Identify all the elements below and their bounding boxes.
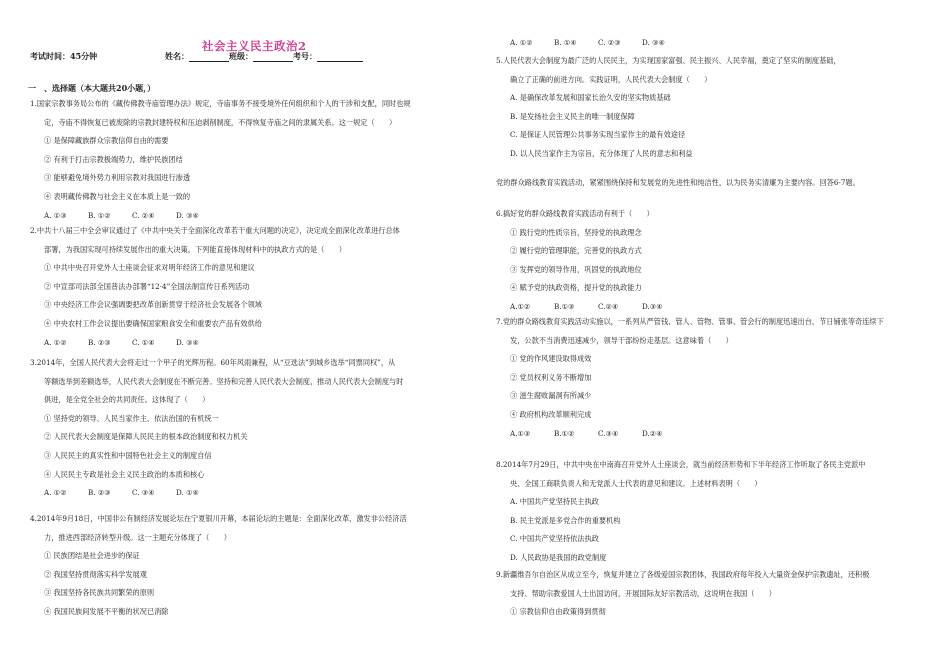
- exam-fields: [165, 51, 363, 62]
- question: [496, 317, 884, 439]
- answer-choices: [496, 429, 884, 439]
- option-item: ① 是保障藏族群众宗教信仰自由的需要: [44, 136, 169, 146]
- option-item: ④ 中央农村工作会议提出要确保国家粮食安全和重要农产品有效供给: [44, 318, 262, 328]
- answer-choice[interactable]: C. ②③: [598, 38, 621, 47]
- answer-choice[interactable]: D. ③④: [642, 38, 665, 47]
- question-text: 力，推进西部经济转型升级。这一主题充分体现了（ ）: [44, 532, 231, 542]
- answer-choices: [30, 488, 403, 498]
- option-item: ① 践行党的性质宗旨，坚持党的执政理念: [510, 227, 642, 237]
- answer-choice[interactable]: C.③④: [598, 428, 619, 438]
- question: [30, 514, 407, 626]
- class-blank[interactable]: [253, 53, 293, 62]
- question-text: 确立了正确的前进方向。实践证明，人民代表大会制度（ ）: [510, 74, 712, 84]
- option-item: B. 是发扬社会主义民主的唯一制度保障: [510, 111, 635, 121]
- question: [30, 226, 400, 348]
- answer-choice[interactable]: B. ①②: [88, 210, 111, 220]
- option-item: ② 人民代表大会制度是保障人民民主的根本政治制度和权力机关: [44, 432, 248, 442]
- name-blank[interactable]: [189, 53, 229, 62]
- question-text: 党的群众路线教育实践活动，紧紧围绕保持和发展党的先进性和纯洁性，以为民务实清廉为主要内容。回答6-7题。: [496, 178, 860, 187]
- answer-choices: [30, 338, 400, 348]
- question-text: 8.2014年7月29日，中共中央在中南海召开党外人士座谈会，就当前经济形势和下半年经济工作听取了各民主党派中: [496, 460, 866, 469]
- question: [496, 178, 860, 197]
- question-text: 发，公款不当消费迅速减少，领导干部纷纷走基层。这意味着（ ）: [510, 335, 733, 345]
- answer-choice[interactable]: B.①③: [554, 301, 575, 311]
- question-text: 9.新疆维吾尔自治区从成立至今，恢复并建立了各级爱国宗教团体，我国政府每年投入大量资金保护宗教遗址，还积极: [496, 570, 870, 579]
- option-item: ③ 人民民主的真实性和中国特色社会主义的制度自信: [44, 450, 212, 460]
- question-text: 1.国家宗教事务局公布的《藏传佛教寺庙管理办法》规定，寺庙事务不接受境外任何组织和个人的干涉和支配，同时也规: [30, 99, 411, 108]
- question-text: 3.2014年，全国人民代表大会将走过一个甲子的光辉历程。60年风雨兼程，从“豆选法”到城乡选举“同票同权”，从: [30, 358, 396, 367]
- option-item: ③ 能够避免境外势力利用宗教对我国进行渗透: [44, 173, 191, 183]
- option-item: ④ 政府机构改革顺利完成: [510, 409, 592, 419]
- answer-choice[interactable]: A. ①③: [44, 210, 67, 220]
- option-item: ① 民族团结是社会进步的保证: [44, 551, 140, 561]
- option-item: ④ 人民民主专政是社会主义民主政治的本质和核心: [44, 469, 205, 479]
- question-text: 支持、帮助宗教爱国人士出国访问，开展国际友好宗教活动，这说明在我国（ ）: [510, 588, 776, 598]
- option-item: C. 是保证人民管理公共事务实现当家作主的最有效途径: [510, 130, 686, 140]
- option-item: ① 宗教信仰自由政策得到贯彻: [510, 607, 606, 617]
- section-heading: 一 、选择题（本大题共20小题，）: [28, 83, 156, 93]
- answer-choices: [496, 38, 686, 48]
- question-text: 定，寺庙不得恢复已被废除的宗教封建特权和压迫剥削制度，不得恢复寺庙之间的隶属关系。这一规定（ ）: [44, 117, 397, 127]
- answer-choice[interactable]: B. ②③: [88, 337, 111, 347]
- question: [496, 460, 866, 572]
- option-item: ③ 滋生腐败漏洞有所减少: [510, 391, 592, 401]
- question-text: 2.中共十八届三中全会审议通过了《中共中央关于全面深化改革若干重大问题的决定》，决定成全面深化改革进行总体: [30, 226, 400, 235]
- answer-choice[interactable]: C. ②④: [132, 210, 155, 220]
- option-item: ① 坚持党的领导、人民当家作主、依法治国的有机统一: [44, 413, 219, 423]
- answer-choice[interactable]: D.③④: [642, 301, 663, 311]
- id-blank[interactable]: [317, 53, 363, 62]
- option-item: ② 履行党的管理职能，完善党的执政方式: [510, 246, 642, 256]
- answer-choice[interactable]: D. ③④: [176, 210, 199, 220]
- option-item: ② 中宣部司法部全国普法办部署“12·4”全国法制宣传日系列活动: [44, 281, 250, 291]
- answer-choice[interactable]: B.①②: [554, 428, 575, 438]
- answer-choice[interactable]: C. ①④: [132, 337, 155, 347]
- question-text: 部署，为我国实现可持续发展作出的重大决策。下列能直接体现材料中的执政方式的是（ ）: [44, 244, 346, 254]
- page-title: 社会主义民主政治2: [202, 39, 307, 53]
- question: [496, 56, 841, 168]
- answer-choices: [496, 302, 686, 312]
- question-text: 5.人民代表大会制度为最广泛的人民民主，为实现国家富强、民主振兴、人民幸福，奠定了坚实的制度基础，: [496, 56, 841, 65]
- option-item: D. 以人民当家作主为宗旨，充分体现了人民的意志和利益: [510, 148, 693, 158]
- exam-time: 考试时间：45分钟: [30, 51, 98, 61]
- name-label: 姓名：: [165, 51, 189, 61]
- answer-choice[interactable]: D. ①④: [176, 488, 199, 498]
- question-text: 4.2014年9月18日，中国非公有制经济发展论坛在宁夏银川开幕，本届论坛的主题是：全面深化改革，激发非公经济活: [30, 514, 407, 523]
- option-item: B. 民主党派是多党合作的重要机构: [510, 515, 621, 525]
- option-item: ① 中共中央召开党外人士座谈会征求对明年经济工作的意见和建议: [44, 263, 255, 273]
- option-item: ③ 发挥党的领导作用，巩固党的执政地位: [510, 264, 642, 274]
- question: [30, 99, 411, 221]
- option-item: ④ 表明藏传佛教与社会主义在本质上是一致的: [44, 191, 191, 201]
- id-label: 考号：: [293, 51, 317, 61]
- question-text: 央、全国工商联负责人和无党派人士代表的意见和建议。上述材料表明（ ）: [510, 478, 762, 488]
- question-text: 俱进，是全党全社会的共同责任。这体现了（ ）: [44, 395, 210, 405]
- question-text: 7.党的群众路线教育实践活动实施以，一系列从严管钱、管人、管物、管事、管会行的制度迅速出台，节日铺张等奇连续下: [496, 317, 884, 326]
- answer-choice[interactable]: B. ②③: [88, 488, 111, 498]
- answer-choice[interactable]: A. ①②: [44, 337, 67, 347]
- option-item: ④ 赋予党的执政资格，提升党的执政能力: [510, 283, 642, 293]
- answer-choice[interactable]: A.①③: [510, 428, 531, 438]
- option-item: ② 我国坚持贯彻落实科学发展观: [44, 569, 147, 579]
- option-item: ③ 中央经济工作会议强调要把改革创新贯穿于经济社会发展各个领域: [44, 300, 262, 310]
- question-text: 等额选举到差额选举，人民代表大会制度在不断完善。坚持和完善人民代表大会制度，推动人民代表大会制度与时: [44, 376, 404, 386]
- option-item: D. 人民政协是我国的政党制度: [510, 552, 607, 562]
- answer-choice[interactable]: D. ③④: [176, 337, 199, 347]
- answer-choice[interactable]: B. ①④: [554, 38, 577, 47]
- answer-choice[interactable]: C.②④: [598, 301, 619, 311]
- answer-choices: [30, 211, 411, 221]
- question: [496, 38, 686, 48]
- option-item: A. 中国共产党坚持民主执政: [510, 497, 599, 507]
- option-item: C. 中国共产党坚持依法执政: [510, 534, 599, 544]
- question: [496, 570, 869, 626]
- option-item: ② 党员权利义务不断增加: [510, 372, 592, 382]
- option-item: ④ 我国民族间发展不平衡的状况已消除: [44, 606, 169, 616]
- class-label: 班级：: [229, 51, 253, 61]
- answer-choice[interactable]: A. ①②: [510, 38, 533, 47]
- answer-choice[interactable]: A. ①②: [44, 488, 67, 498]
- question: [496, 209, 686, 312]
- answer-choice[interactable]: C. ③④: [132, 488, 155, 498]
- answer-choice[interactable]: A.①②: [510, 301, 531, 311]
- option-item: ① 党的作风建设取得成效: [510, 354, 592, 364]
- question: [30, 358, 403, 498]
- question-text: 6.搞好党的群众路线教育实践活动有利于（ ）: [496, 209, 654, 218]
- answer-choice[interactable]: D.②④: [642, 428, 663, 438]
- option-item: A. 是确保改革发展和国家长治久安的坚实物质基础: [510, 93, 671, 103]
- option-item: ③ 我国坚持各民族共同繁荣的原则: [44, 588, 155, 598]
- option-item: ② 有利于打击宗教极端势力，维护民族团结: [44, 154, 183, 164]
